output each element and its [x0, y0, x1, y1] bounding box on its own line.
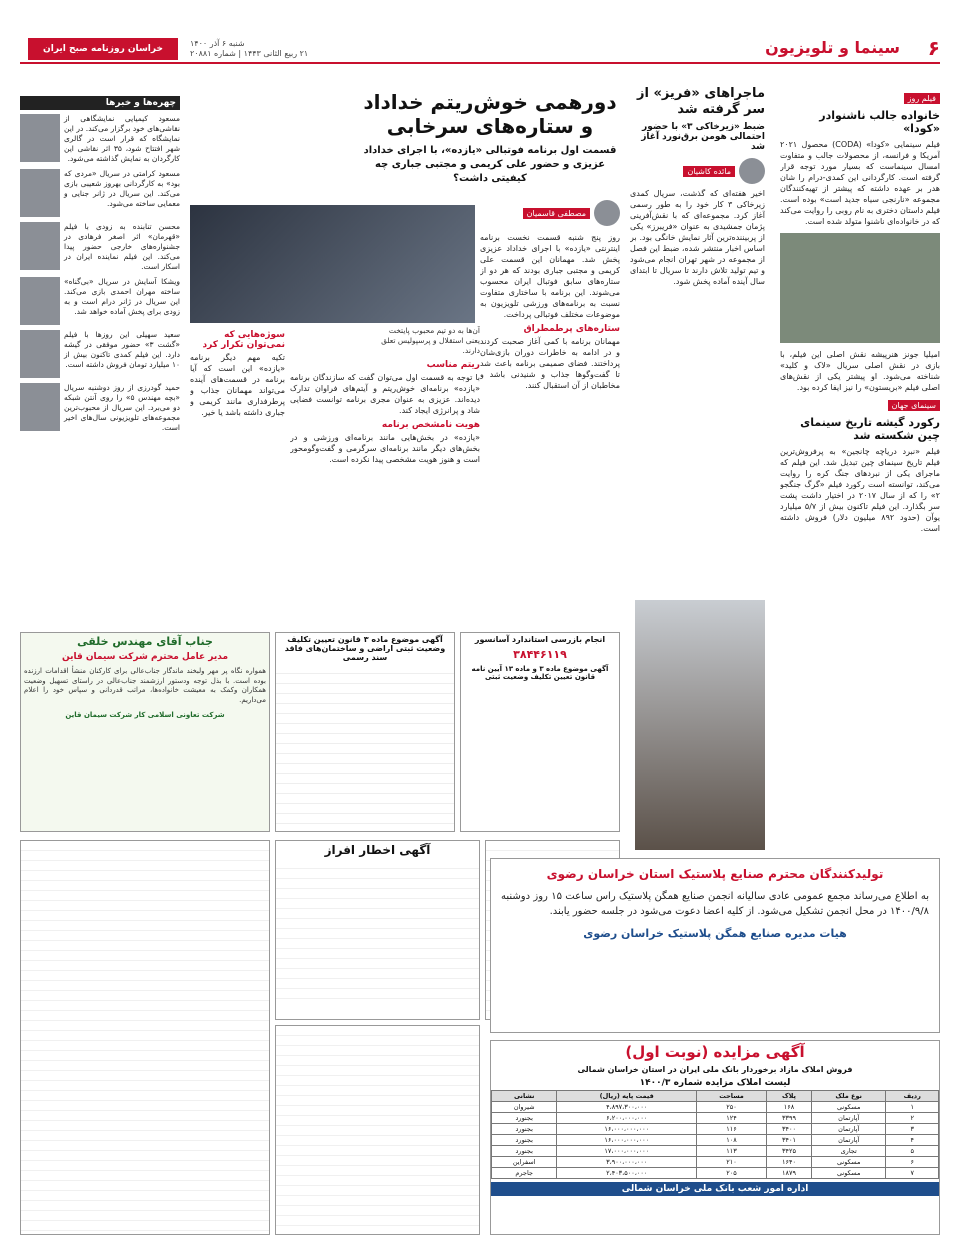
auction-cell: جاجرم [492, 1168, 557, 1179]
auction-cell: شیروان [492, 1102, 557, 1113]
plastic-body: به اطلاع می‌رساند مجمع عمومی عادی سالیانه انجمن صنایع همگن پلاستیک راس ساعت ۱۵ روز دوشنبه ۱۴۰۰/۹/۸ در محل انجمن تشکیل می‌شود. از کلیه اعضا دعوت می‌شود در جلسه حضور یابند. [501, 891, 930, 917]
serial-subhead: ضبط «زیرخاکی ۳» با حضور احتمالی هومن برق‌نورد آغاز شد [641, 122, 765, 152]
auction-cell: ۱۶۴۰ [767, 1157, 812, 1168]
auction-cell: ۳۴۲۵ [767, 1146, 812, 1157]
auction-row [492, 1146, 939, 1157]
main-headline-1: دورهمی خوش‌ریتم خداداد [363, 90, 617, 114]
auction-cell: ۲،۴۰۳،۵۰۰،۰۰۰ [557, 1168, 697, 1179]
author-name: مائده کاشیان [683, 166, 735, 177]
people-item [20, 383, 180, 433]
legal-notices-text [21, 841, 269, 1234]
person-text: مسعود کرامتی در سریال «مردی که بود» به کارگردانی بهروز شعیبی بازی می‌کند. این سریال در ژانر جنایی و معمایی ساخته می‌شود. [64, 169, 180, 208]
auction-cell: ۱۰۸ [697, 1135, 767, 1146]
person-photo [20, 277, 60, 325]
serial-body: اخیر هفته‌ای که گذشت، سریال کمدی زیرخاکی ۳ کار خود را به طور رسمی آغاز کرد. مجموعه‌ای که با نقش‌آفرینی پژمان جمشیدی به عنوان «فریبرز» یکی از پربیننده‌ترین آثار نمایش خانگی بود. بر اساس اخبار منتشر شده، ضبط این فصل از مجموعه در شهر تهران انجام می‌شود و تیم تولید تلاش دارند تا سریال تا ابتدای سال آینده آماده پخش شود. [630, 189, 765, 286]
auction-cell: ۱۷،۰۰۰،۰۰۰،۰۰۰ [557, 1146, 697, 1157]
issue-date [190, 39, 308, 59]
notice-3-title: آگهی موضوع ماده ۳ و ماده ۱۳ آیین نامه قانون تعیین تکلیف وضعیت ثبتی [471, 665, 609, 681]
page-number: ۶ [927, 36, 940, 60]
auction-title: آگهی مزایده (نوبت اول) [625, 1043, 805, 1061]
main-body-a: روز پنج شنبه قسمت نخست برنامه اینترنتی «یازده» با اجرای خداداد عزیزی پخش شد. مهمانان این قسمت علی کریمی و مجتبی جباری بودند که هر دو از ستاره‌های سابق فوتبال ایران محسوب می‌شوند. این برنامه با ساختاری متفاوت نسبت به برنامه‌های ورزشی تلویزیون به موضوعات مختلف فوتبالی پرداخت. [480, 233, 620, 319]
people-item [20, 277, 180, 325]
main-sub-4: سوژه‌هایی که نمی‌توان تکرار کرد [202, 330, 285, 350]
auction-cell: بجنورد [492, 1113, 557, 1124]
left-column [20, 96, 180, 616]
auction-cell: مسکونی [811, 1168, 885, 1179]
main-sub-3: هویت نامشخص برنامه [381, 420, 480, 430]
partition-title: آگهی اخطار افراز [324, 843, 431, 857]
auction-cell: اسفراین [492, 1157, 557, 1168]
auction-table-title: لیست املاک مزایده شماره ۱۴۰۰/۳ [639, 1078, 791, 1088]
title-notice-body [276, 1026, 479, 1234]
auction-cell: ۲۵۰ [697, 1102, 767, 1113]
auction-cell: ۱۶،۰۰۰،۰۰۰،۰۰۰ [557, 1135, 697, 1146]
auction-cell: ۳۳۹۹ [767, 1113, 812, 1124]
main-headline-2: و ستاره‌های سرخابی [386, 114, 594, 138]
auction-cell: ۱ [886, 1102, 939, 1113]
notice-ad-2 [460, 632, 620, 832]
notice-ad-1 [275, 632, 455, 832]
auction-row [492, 1135, 939, 1146]
auction-cell: مسکونی [811, 1102, 885, 1113]
auction-header-cell: نوع ملک [811, 1091, 885, 1102]
auction-cell: ۳۴۰۰ [767, 1124, 812, 1135]
person-photo [20, 330, 60, 378]
auction-cell: بجنورد [492, 1135, 557, 1146]
auction-cell: آپارتمان [811, 1113, 885, 1124]
section-title: سینما و تلویزیون [765, 38, 900, 57]
auction-table [491, 1090, 939, 1179]
people-item [20, 222, 180, 272]
main-title-block [360, 90, 620, 200]
auction-cell: ۶ [886, 1157, 939, 1168]
notice-1-title: آگهی موضوع ماده ۳ قانون تعیین تکلیف وضعیت ثبتی اراضی و ساختمان‌های فاقد سند رسمی [284, 635, 446, 662]
auction-cell: ۱۲۴ [697, 1113, 767, 1124]
film-photo [780, 233, 940, 343]
auction-header-cell: پلاک [767, 1091, 812, 1102]
auction-cell: ۲۱۰ [697, 1157, 767, 1168]
serial-headline: ماجراهای «فریز» از سر گرفته شد [636, 86, 765, 117]
auction-row [492, 1124, 939, 1135]
film-photo-caption: امیلیا جونز هنرپیشه نقش اصلی این فیلم، با بازی در نقش اصلی سریال «لاک و کلید» شناخته می‌شود. او پیشتر یکی از نقش‌های اصلی فیلم «بریستون» را نیز ایفا کرده بود. [780, 350, 940, 392]
main-col-2 [290, 356, 480, 616]
serial-author [630, 158, 765, 184]
auction-cell: ۶،۲۰۰،۰۰۰،۰۰۰ [557, 1113, 697, 1124]
right-column [780, 86, 940, 646]
auction-cell: ۲ [886, 1113, 939, 1124]
person-text: سعید سهیلی این روزها با فیلم «گشت ۳» حضور موفقی در گیشه دارد. این فیلم کمدی تاکنون بیش از ۱۰ میلیارد تومان فروش داشته است. [64, 330, 180, 369]
partition-body [276, 859, 479, 999]
auction-row [492, 1113, 939, 1124]
auction-cell: ۷ [886, 1168, 939, 1179]
auction-header-cell: نشانی [492, 1091, 557, 1102]
person-text: مسعود کیمیایی نمایشگاهی از نقاشی‌های خود برگزار می‌کند. در این نمایشگاه که قرار است در گالری شهر افتتاح شود، ۳۵ اثر نقاشی این کارگردان به نمایش گذاشته می‌شود. [64, 114, 180, 163]
auction-row [492, 1157, 939, 1168]
auction-cell: ۱۸۷۹ [767, 1168, 812, 1179]
auction-header-cell: ردیف [886, 1091, 939, 1102]
auction-cell: ۱۱۶ [697, 1124, 767, 1135]
date-line-1: شنبه ۶ آذر ۱۴۰۰ [190, 39, 245, 48]
person-photo [20, 222, 60, 270]
auction-cell: ۳،۹۰۰،۰۰۰،۰۰۰ [557, 1157, 697, 1168]
page-header [20, 34, 940, 64]
person-photo [20, 383, 60, 431]
paper-logo: خراسان روزنامه صبح ایران [28, 38, 178, 60]
main-author [480, 200, 620, 226]
congrats-subtitle: مدیر عامل محترم شرکت سیمان قاین [61, 652, 229, 662]
auction-cell: ۱۶۸ [767, 1102, 812, 1113]
author-avatar [739, 158, 765, 184]
world-headline: رکورد گیشه تاریخ سینمای چین شکسته شد [800, 416, 940, 442]
film-body: فیلم سینمایی «کودا» (CODA) محصول ۲۰۲۱ آمریکا و فرانسه، از محصولات جالب و متفاوت امسال سینماست که بسیار مورد توجه قرار گرفته است. کارگردانی این کمدی-درام را شان هدر بر عهده داشته که پیشتر از تهیه‌کنندگان مجموعه «نارنجی سیاه جدید است» بوده است. فیلم داستان دختری به نام روبی را روایت می‌کند که در خانواده‌ای ناشنوا متولد شده است. [780, 140, 940, 226]
legal-notices [20, 840, 270, 1235]
main-subhead: قسمت اول برنامه فوتبالی «یازده»، با اجرای خداداد عزیزی و حضور علی کریمی و مجتبی جباری چه کیفیتی داشت؟ [363, 145, 617, 184]
congrats-body: همواره نگاه پر مهر ولبخند ماندگار جناب‌عالی برای کارکنان منشأ اقدامات ارزنده بوده است. با بذل توجه ودستور ارزشمند جناب‌عالی در راستای تسهیل وضعیت همکاران وکمک به معیشت خانواده‌ها، مراتب قدردانی و سپاس خود را اعلام می‌داریم. [24, 667, 266, 704]
plastic-signature: هیات مدیره صنایع همگن پلاستیک خراسان رضوی [583, 927, 847, 940]
auction-cell: تجاری [811, 1146, 885, 1157]
auction-cell: مسکونی [811, 1157, 885, 1168]
main-sub-1: ستاره‌های پرطمطراق [523, 324, 620, 334]
person-text: ویشکا آسایش در سریال «بی‌گناه» ساخته مهران احمدی بازی می‌کند. این سریال در ژانر درام است و به زودی برای پخش آماده خواهد شد. [64, 277, 180, 316]
auction-footer: اداره امور شعب بانک ملی خراسان شمالی [491, 1182, 939, 1196]
title-notice [275, 1025, 480, 1235]
person-photo [20, 169, 60, 217]
plastic-ad [490, 858, 940, 1033]
auction-cell: بجنورد [492, 1124, 557, 1135]
auction-cell: آپارتمان [811, 1135, 885, 1146]
date-line-2: ۲۱ ربیع الثانی ۱۴۴۳ | شماره ۲۰۸۸۱ [190, 49, 309, 58]
main-body-b: مهمانان برنامه با کمی آغاز صحبت کردند و در ادامه به خاطرات دوران بازی‌شان پرداختند. فضای صمیمی برنامه باعث شد تا گفت‌وگوها جذاب و شنیدنی باشد و مخاطبان از آن استقبال کنند. [480, 337, 620, 390]
people-item [20, 330, 180, 378]
auction-cell: بجنورد [492, 1146, 557, 1157]
auction-cell: ۵ [886, 1146, 939, 1157]
auction-cell: ۴ [886, 1135, 939, 1146]
auction-table-body [492, 1102, 939, 1179]
main-col-3 [190, 326, 285, 626]
main-photo [190, 205, 475, 323]
main-author-name: مصطفی قاسمیان [523, 208, 590, 219]
auction-subtitle: فروش املاک مازاد برخوردار بانک ملی ایران در استان خراسان شمالی [577, 1065, 853, 1074]
film-headline: خانواده جالب ناشنوادر «کودا» [819, 109, 940, 135]
main-sub-2: ریتم مناسب [426, 360, 480, 370]
actor-photo [635, 600, 765, 850]
main-body-e: تکیه مهم دیگر برنامه «یازده» این است که آیا برنامه در قسمت‌های آینده می‌تواند مهمانان جذاب و پرطرفداری مانند کریمی و جباری داشته باشد یا خیر. [190, 353, 285, 417]
congrats-signature: شرکت تعاونی اسلامی کار شرکت سیمان قاین [65, 711, 225, 719]
auction-header-cell: قیمت پایه (ریال) [557, 1091, 697, 1102]
people-item [20, 114, 180, 164]
congrats-title: جناب آقای مهندس خلقی [77, 635, 213, 648]
auction-header-cell: مساحت [697, 1091, 767, 1102]
film-kicker: فیلم روز [904, 93, 940, 104]
main-body-c: با توجه به قسمت اول می‌توان گفت که سازندگان برنامه «یازده» برنامه‌ای خوش‌ریتم و آیتم‌های فراوان تدارک دیده‌اند. عزیزی به عنوان مجری برنامه توانست فضایی شاد و پرانرژی ایجاد کند. [290, 373, 480, 415]
auction-table-head [492, 1091, 939, 1102]
person-text: حمید گودرزی از روز دوشنبه سریال «بچه مهندس ۵» را روی آنتن شبکه دو می‌برد. این سریال از محبوب‌ترین مجموعه‌های تلویزیونی سال‌های اخیر است. [64, 383, 180, 432]
auction-cell: ۱۱۳ [697, 1146, 767, 1157]
auction-cell: ۴،۸۹۷،۳۰۰،۰۰۰ [557, 1102, 697, 1113]
main-col-1 [480, 200, 620, 640]
people-list [20, 114, 180, 433]
person-text: محسن تنابنده به زودی با فیلم «قهرمان» اثر اصغر فرهادی در جشنواره‌های خارجی حضور پیدا می‌کند. این فیلم نماینده ایران در اسکار است. [64, 222, 180, 271]
plastic-title: تولیدکنندگان محترم صنایع پلاستیک استان خراسان رضوی [546, 867, 884, 881]
main-author-avatar [594, 200, 620, 226]
notice-1-body [276, 664, 454, 824]
auction-row [492, 1168, 939, 1179]
partition-notice [275, 840, 480, 1020]
auction-row [492, 1102, 939, 1113]
auction-cell: ۱۶،۰۰۰،۰۰۰،۰۰۰ [557, 1124, 697, 1135]
world-body: فیلم «نبرد دریاچه چانجین» به پرفروش‌ترین فیلم تاریخ سینمای چین تبدیل شد. این فیلم که ماجرای یکی از نبردهای جنگ کره را روایت می‌کند، توانسته است رکورد فیلم «گرگ جنگجو ۲» را که از سال ۲۰۱۷ در اختیار داشت پشت سر بگذارد. این فیلم تاکنون بیش از ۵/۷ میلیارد یوآن (حدود ۸۹۲ میلیون دلار) فروش داشته است. [780, 447, 940, 533]
auction-cell: آپارتمان [811, 1124, 885, 1135]
middle-column [630, 86, 765, 646]
main-body-d: «یازده» در بخش‌هایی مانند برنامه‌ای ورزشی و در بخش‌های دیگر مانند برنامه‌ای سرگرمی و گفت‌وگومحور است و هنوز هویت مشخصی پیدا نکرده است. [290, 433, 480, 464]
notice-2-phone: ۳۸۴۴۶۱۱۹ [513, 648, 567, 661]
world-kicker: سینمای جهان [888, 400, 940, 411]
person-photo [20, 114, 60, 162]
auction-cell: ۲۰۵ [697, 1168, 767, 1179]
auction-cell: ۳۴۰۱ [767, 1135, 812, 1146]
congrats-ad [20, 632, 270, 832]
people-title: چهره‌ها و خبرها [20, 96, 180, 110]
auction-cell: ۳ [886, 1124, 939, 1135]
people-item [20, 169, 180, 217]
notice-2-title: انجام بازرسی استاندارد آسانسور [474, 635, 606, 644]
auction-ad [490, 1040, 940, 1235]
main-photo-caption: آن‌ها به دو تیم محبوب پایتخت یعنی استقلال و پرسپولیس تعلق دارند. [381, 326, 480, 355]
